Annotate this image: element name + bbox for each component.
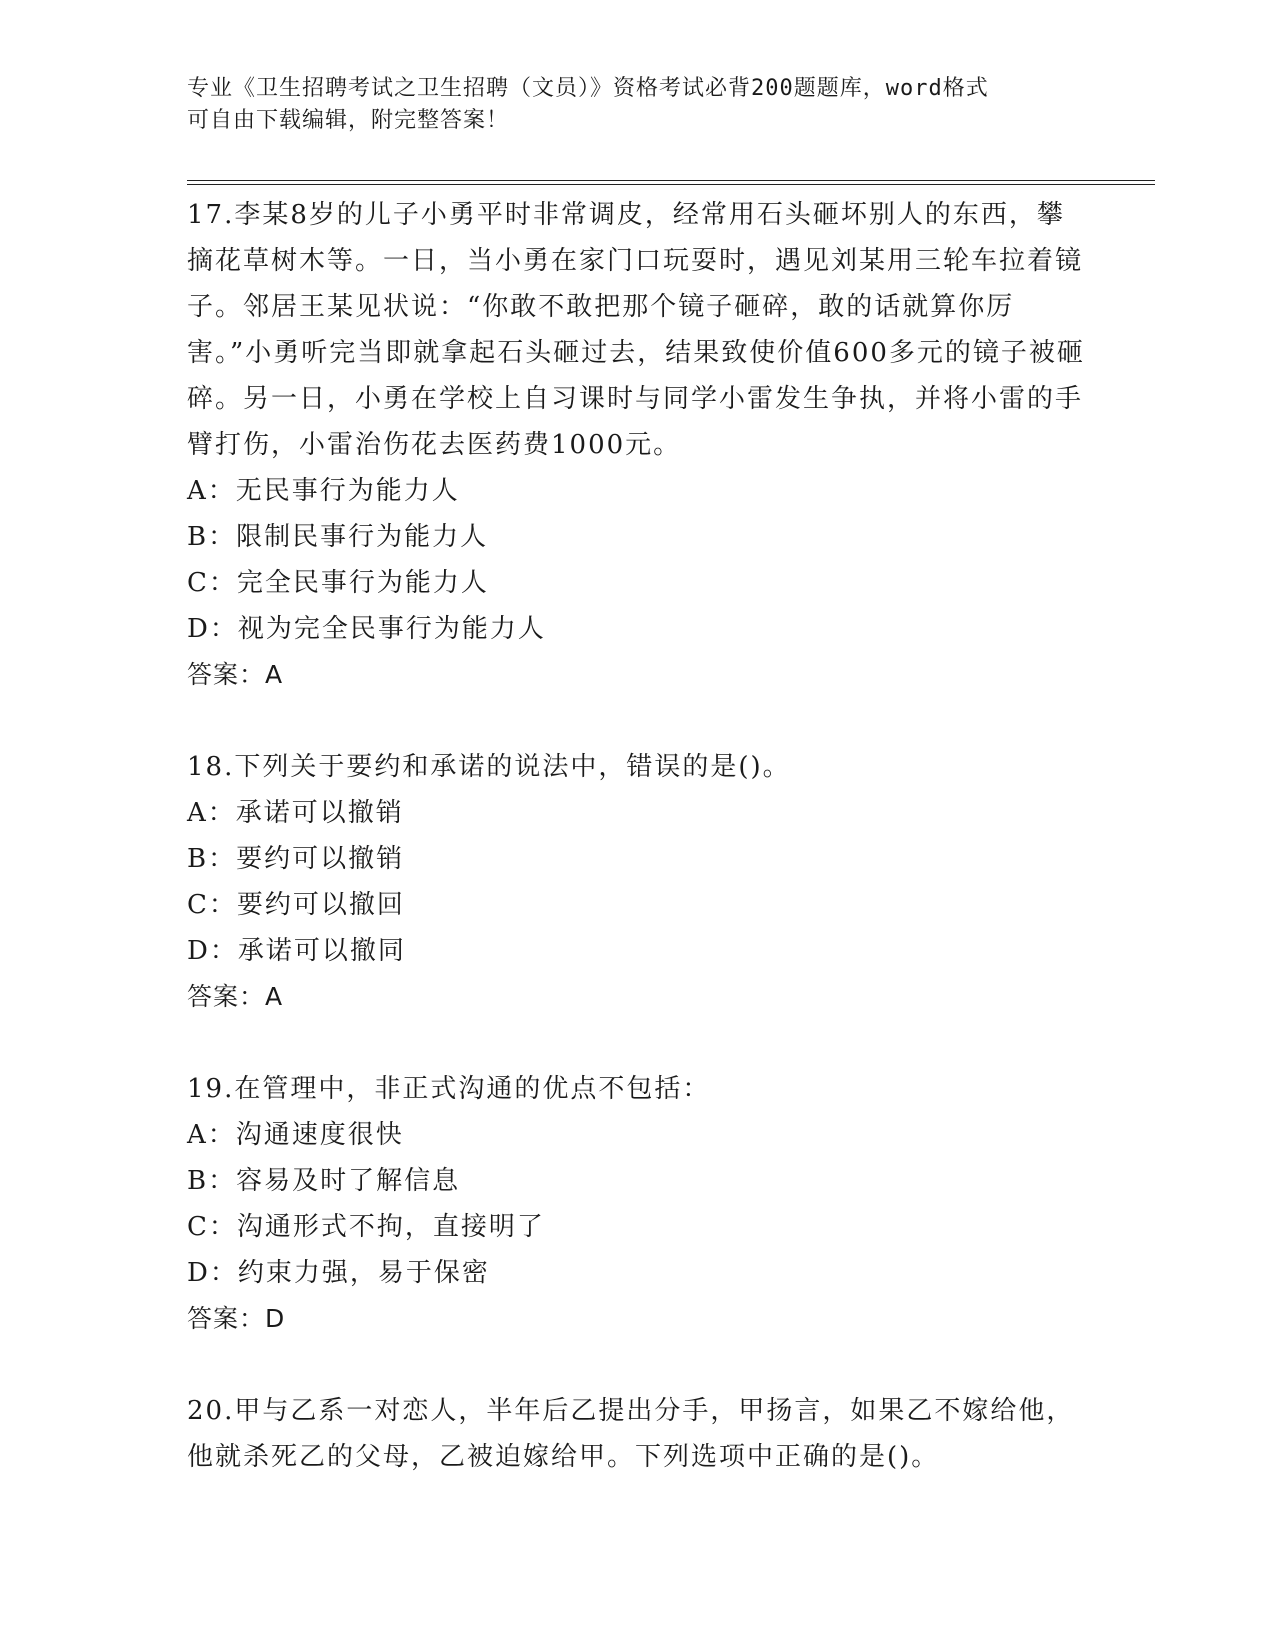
option-c: C：沟通形式不拘，直接明了: [187, 1212, 545, 1242]
option-b: B：要约可以撤销: [187, 844, 405, 874]
answer-key: 答案：A: [187, 982, 284, 1011]
option-b: B：容易及时了解信息: [187, 1166, 461, 1196]
option-c: C：完全民事行为能力人: [187, 568, 489, 598]
option-a: A：无民事行为能力人: [187, 476, 460, 506]
option-a: A：沟通速度很快: [187, 1120, 404, 1150]
option-d: D：视为完全民事行为能力人: [187, 614, 546, 644]
question-list: [187, 192, 1087, 1480]
question-stem: 18.下列关于要约和承诺的说法中，错误的是()。: [187, 752, 791, 782]
question-18: [187, 744, 1087, 1020]
question-20: [187, 1388, 1087, 1480]
header-divider-top: [187, 180, 1155, 181]
option-a: A：承诺可以撤销: [187, 798, 404, 828]
option-c: C：要约可以撤回: [187, 890, 405, 920]
question-stem: 20.甲与乙系一对恋人，半年后乙提出分手，甲扬言，如果乙不嫁给他，他就杀死乙的父母，乙被迫嫁给甲。下列选项中正确的是()。: [187, 1396, 1075, 1472]
option-b: B：限制民事行为能力人: [187, 522, 489, 552]
header-line-1: 专业《卫生招聘考试之卫生招聘（文员）》资格考试必背200题题库，word格式: [187, 76, 989, 101]
question-stem: 19.在管理中，非正式沟通的优点不包括：: [187, 1074, 711, 1104]
question-stem: 17.李某8岁的儿子小勇平时非常调皮，经常用石头砸坏别人的东西，攀摘花草树木等。一日，当小勇在家门口玩耍时，遇见刘某用三轮车拉着镜子。邻居王某见状说：“你敢不敢把那个镜子砸碎，敢的话就算你厉害。”小勇听完当即就拿起石头砸过去，结果致使价值600多元的镜子被砸碎。另一日，小勇在学校上自习课时与同学小雷发生争执，并将小雷的手臂打伤，小雷治伤花去医药费1000元。: [187, 200, 1085, 460]
document-header: [187, 73, 1087, 137]
question-17: [187, 192, 1087, 698]
header-line-2: 可自由下载编辑，附完整答案！: [187, 108, 510, 133]
option-d: D：约束力强，易于保密: [187, 1258, 490, 1288]
answer-key: 答案：D: [187, 1304, 286, 1333]
answer-key: 答案：A: [187, 660, 284, 689]
question-19: [187, 1066, 1087, 1342]
option-d: D：承诺可以撤同: [187, 936, 406, 966]
header-divider-bottom: [187, 184, 1155, 185]
